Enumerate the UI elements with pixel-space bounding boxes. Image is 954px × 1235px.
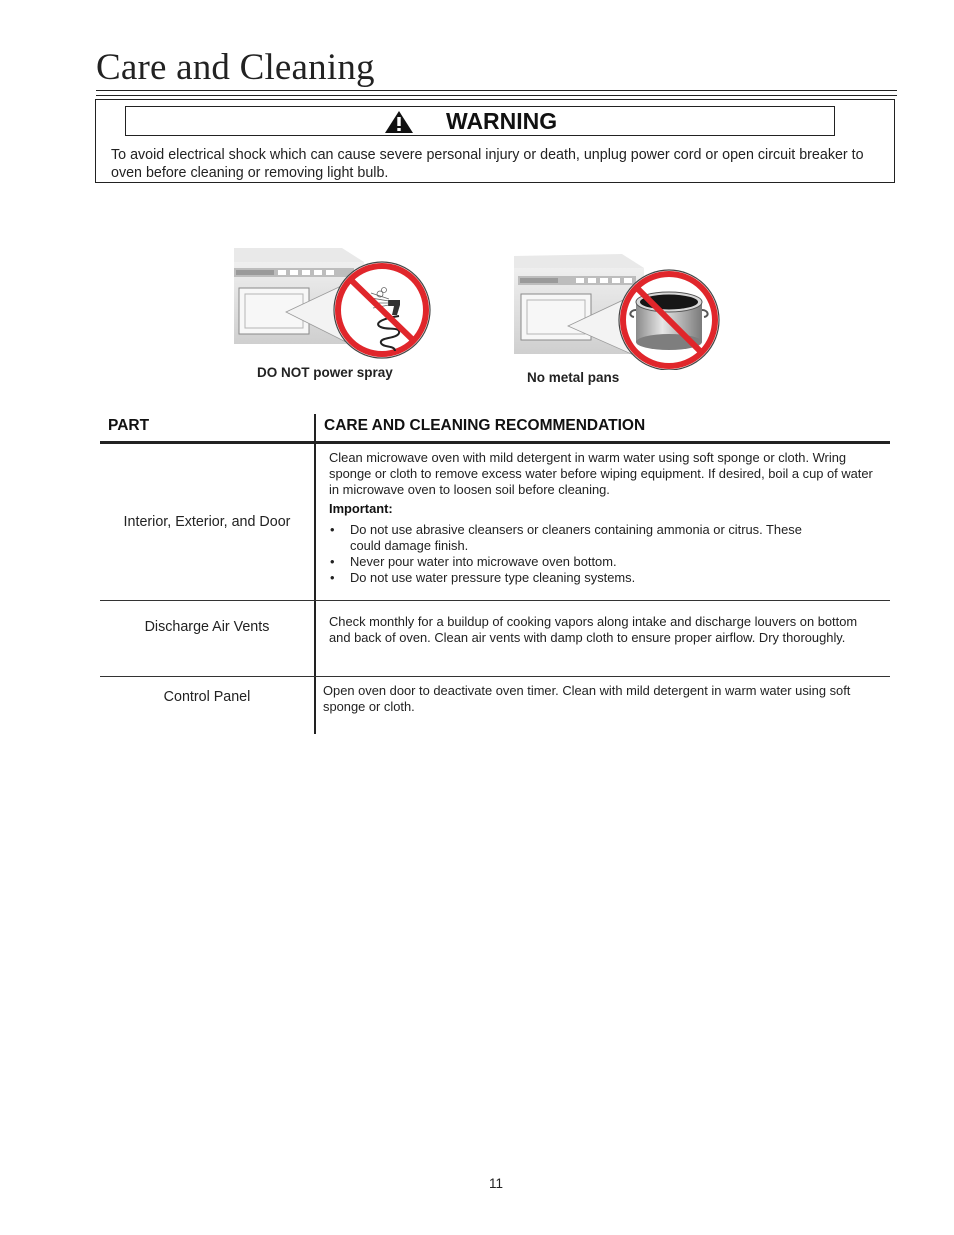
important-label: Important: [329, 501, 393, 516]
warning-triangle-icon [384, 110, 414, 134]
title-rule [96, 90, 897, 91]
table-row-part: Discharge Air Vents [144, 619, 270, 635]
table-header-part: PART [108, 417, 150, 434]
list-item: • Never pour water into microwave oven bottom. [329, 554, 816, 570]
important-bullet-list [329, 522, 816, 586]
caption-no-power-spray: DO NOT power spray [257, 365, 393, 380]
table-header-rule [100, 441, 890, 444]
table-row-recommendation: Open oven door to deactivate oven timer. Clean with mild detergent in warm water using soft sponge or cloth. [323, 683, 851, 714]
table-row-part: Interior, Exterior, and Door [123, 514, 291, 530]
table-column-divider [314, 414, 316, 734]
table-row-rule [100, 600, 890, 601]
warning-title: WARNING [446, 108, 558, 134]
no-metal-pans-icon [514, 252, 724, 370]
no-power-spray-icon [234, 246, 434, 364]
table-header-recommendation: CARE AND CLEANING RECOMMENDATION [324, 417, 646, 434]
page-title: Care and Cleaning [96, 47, 375, 88]
table-row-rule [100, 676, 890, 677]
caption-no-metal-pans: No metal pans [527, 370, 620, 385]
table-row-recommendation: Clean microwave oven with mild detergent in warm water using soft sponge or cloth. Wring sponge or cloth to remove excess water before wiping equipment. If desired, boil a cup of water in microwave oven to loosen soil before cleaning. [329, 450, 873, 497]
title-rule-thin [96, 95, 897, 96]
page-number: 11 [489, 1176, 504, 1191]
warning-text: To avoid electrical shock which can cause severe personal injury or death, unplug power cord or open circuit breaker to oven before cleaning or removing light bulb. [111, 147, 864, 181]
list-item: • Do not use abrasive cleansers or cleaners containing ammonia or citrus. These could damage finish. [329, 522, 816, 554]
table-row-recommendation: Check monthly for a buildup of cooking vapors along intake and discharge louvers on bottom and back of oven. Clean air vents with damp cloth to ensure proper airflow. Dry thoroughly. [329, 614, 858, 645]
table-row-part: Control Panel [163, 689, 251, 705]
list-item: • Do not use water pressure type cleaning systems. [329, 570, 816, 586]
